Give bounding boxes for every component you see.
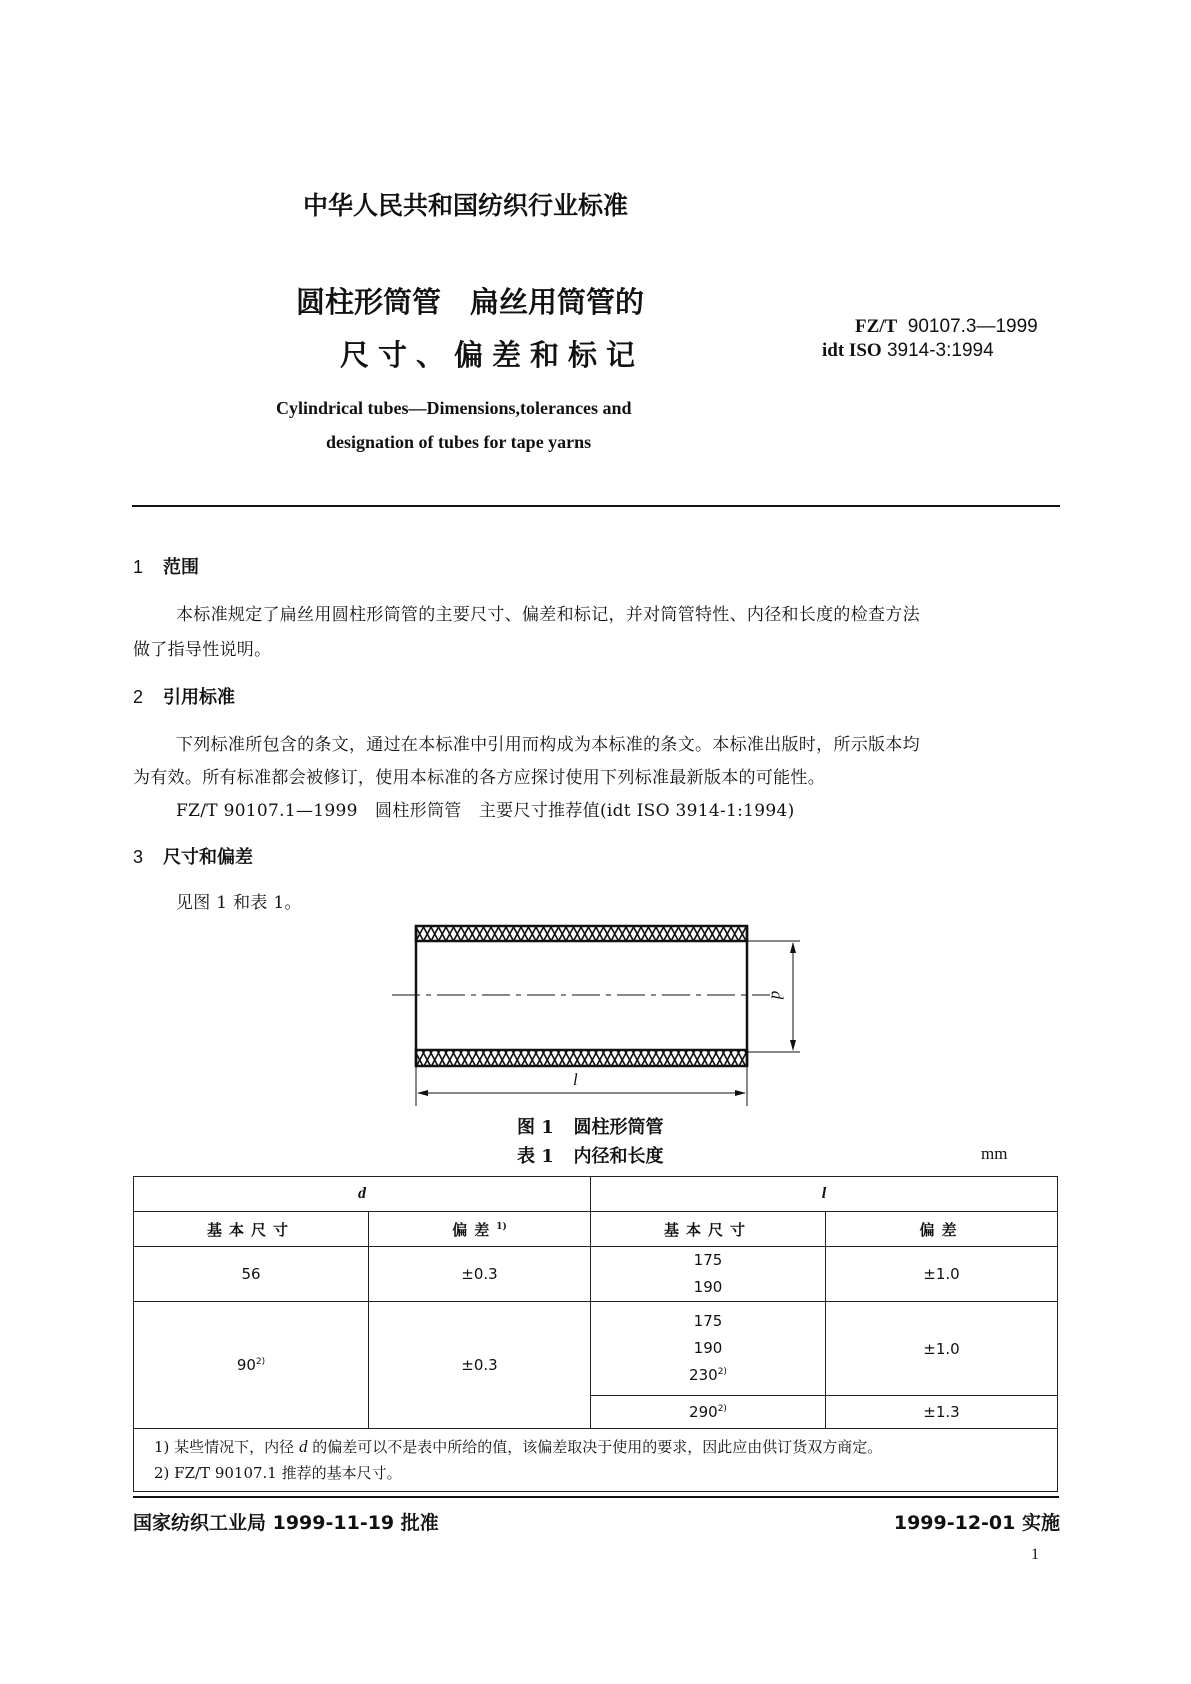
- figure-caption-text: 圆柱形筒管: [573, 1117, 664, 1138]
- effective-date: 1999-12-01 实施: [893, 1512, 1060, 1534]
- referenced-standard: FZ/T 90107.1—1999 圆柱形筒管 主要尺寸推荐值(idt ISO 3914-1:1994): [176, 801, 795, 821]
- figure-label: 图 1: [517, 1117, 554, 1138]
- header-divider: [132, 505, 1060, 507]
- note-text: 2) FZ/T 90107.1 推荐的基本尺寸。: [154, 1464, 402, 1482]
- section-title: 范围: [163, 557, 199, 578]
- section-number: 1: [133, 557, 144, 577]
- tube-drawing: [380, 910, 820, 1120]
- note-text: 的偏差可以不是表中所给的值，该偏差取决于使用的要求，因此应由供订货双方商定。: [307, 1438, 883, 1456]
- col-header-text: 偏差: [452, 1220, 497, 1239]
- d-tolerance-cell: ±0.3: [369, 1247, 591, 1302]
- table-note-1: [154, 1434, 1057, 1460]
- section-1-para-line1: 本标准规定了扁丝用圆柱形筒管的主要尺寸、偏差和标记，并对筒管特性、内径和长度的检查方法: [176, 605, 920, 625]
- col-header-d-basic: [134, 1212, 369, 1247]
- section-2-heading: [133, 683, 235, 709]
- table-notes: [134, 1429, 1058, 1492]
- col-header-text: 基本尺寸: [663, 1220, 752, 1239]
- footer-divider: [133, 1496, 1059, 1498]
- l-basic-value: 175: [693, 1312, 723, 1330]
- l-basic-cell: [591, 1396, 826, 1429]
- section-number: 2: [133, 687, 144, 707]
- table-note-2: [154, 1460, 1057, 1486]
- approval-info: 国家纺织工业局 1999-11-19 批准: [133, 1512, 439, 1534]
- l-tolerance-cell: ±1.3: [826, 1396, 1058, 1429]
- table-group-header-row: [134, 1177, 1058, 1212]
- section-title: 引用标准: [163, 687, 235, 708]
- section-1-para-line2: 做了指导性说明。: [133, 640, 272, 660]
- section-number: 3: [133, 847, 144, 867]
- l-basic-value: 190: [693, 1278, 723, 1296]
- table-caption-text: 内径和长度: [573, 1146, 664, 1167]
- title-en-line1: Cylindrical tubes—Dimensions,tolerances and: [276, 398, 632, 418]
- section-3-heading: [133, 843, 253, 869]
- table-notes-row: [134, 1429, 1058, 1492]
- table-column-header-row: [134, 1212, 1058, 1247]
- idt-code: [822, 340, 994, 362]
- table-caption: [517, 1142, 664, 1168]
- l-basic-value: 175: [693, 1251, 723, 1269]
- standard-category: 中华人民共和国纺织行业标准: [303, 191, 629, 220]
- figure-cylindrical-tube: [380, 910, 820, 1120]
- section-title: 尺寸和偏差: [163, 847, 253, 868]
- d-basic-cell: [134, 1302, 369, 1429]
- group-header-l: l: [591, 1177, 1058, 1212]
- table-row: [134, 1302, 1058, 1396]
- note-text: 1) 某些情况下，内径: [154, 1438, 299, 1456]
- section-2-para-line2: 为有效。所有标准都会被修订，使用本标准的各方应探讨使用下列标准最新版本的可能性。: [133, 768, 825, 788]
- col-header-text: 基本尺寸: [206, 1220, 295, 1239]
- standard-code-number: 90107.3—1999: [907, 316, 1038, 337]
- l-basic-value: 230: [689, 1366, 718, 1384]
- table-unit: mm: [981, 1144, 1008, 1163]
- l-basic-cell: [591, 1302, 826, 1396]
- d-basic-value: 90: [236, 1356, 256, 1374]
- idt-number: 3914-3:1994: [886, 340, 994, 361]
- title-en-line2: designation of tubes for tape yarns: [326, 432, 592, 452]
- l-tolerance-cell: ±1.0: [826, 1302, 1058, 1396]
- d-basic-cell: 56: [134, 1247, 369, 1302]
- d-tolerance-cell: ±0.3: [369, 1302, 591, 1429]
- title-cn-line2: 尺寸、偏差和标记: [340, 338, 645, 372]
- l-basic-value-wrap: [591, 1362, 825, 1389]
- footnote-ref: 2): [717, 1367, 727, 1377]
- section-1-heading: [133, 553, 199, 579]
- footnote-ref: 2): [255, 1357, 266, 1367]
- table-label: 表 1: [517, 1146, 554, 1167]
- idt-prefix: idt ISO: [822, 340, 882, 361]
- group-header-d: d: [134, 1177, 591, 1212]
- page-number: 1: [1031, 1546, 1039, 1563]
- col-header-d-tolerance: [369, 1212, 591, 1247]
- note-italic-symbol: d: [298, 1437, 308, 1456]
- section-2-para-line1: 下列标准所包含的条文，通过在本标准中引用而构成为本标准的条文。本标准出版时，所示版本均: [176, 735, 920, 755]
- l-basic-value: 290: [689, 1403, 718, 1421]
- table-row: [134, 1247, 1058, 1302]
- col-header-l-tolerance: [826, 1212, 1058, 1247]
- l-basic-cell: [591, 1247, 826, 1302]
- dimensions-table: [133, 1176, 1058, 1492]
- l-tolerance-cell: ±1.0: [826, 1247, 1058, 1302]
- col-header-text: 偏差: [919, 1220, 964, 1239]
- dim-label-l: l: [573, 1070, 578, 1089]
- figure-caption: [517, 1113, 664, 1139]
- standard-code: [855, 316, 1038, 338]
- l-basic-value: 190: [693, 1339, 723, 1357]
- standard-code-prefix: FZ/T: [855, 316, 898, 337]
- col-header-l-basic: [591, 1212, 826, 1247]
- title-cn-line1: 圆柱形筒管 扁丝用筒管的: [296, 285, 645, 319]
- footnote-ref: 2): [717, 1404, 727, 1414]
- dim-label-d: d: [767, 990, 787, 1000]
- footnote-ref: 1): [496, 1221, 507, 1232]
- section-3-para: 见图 1 和表 1。: [176, 893, 302, 913]
